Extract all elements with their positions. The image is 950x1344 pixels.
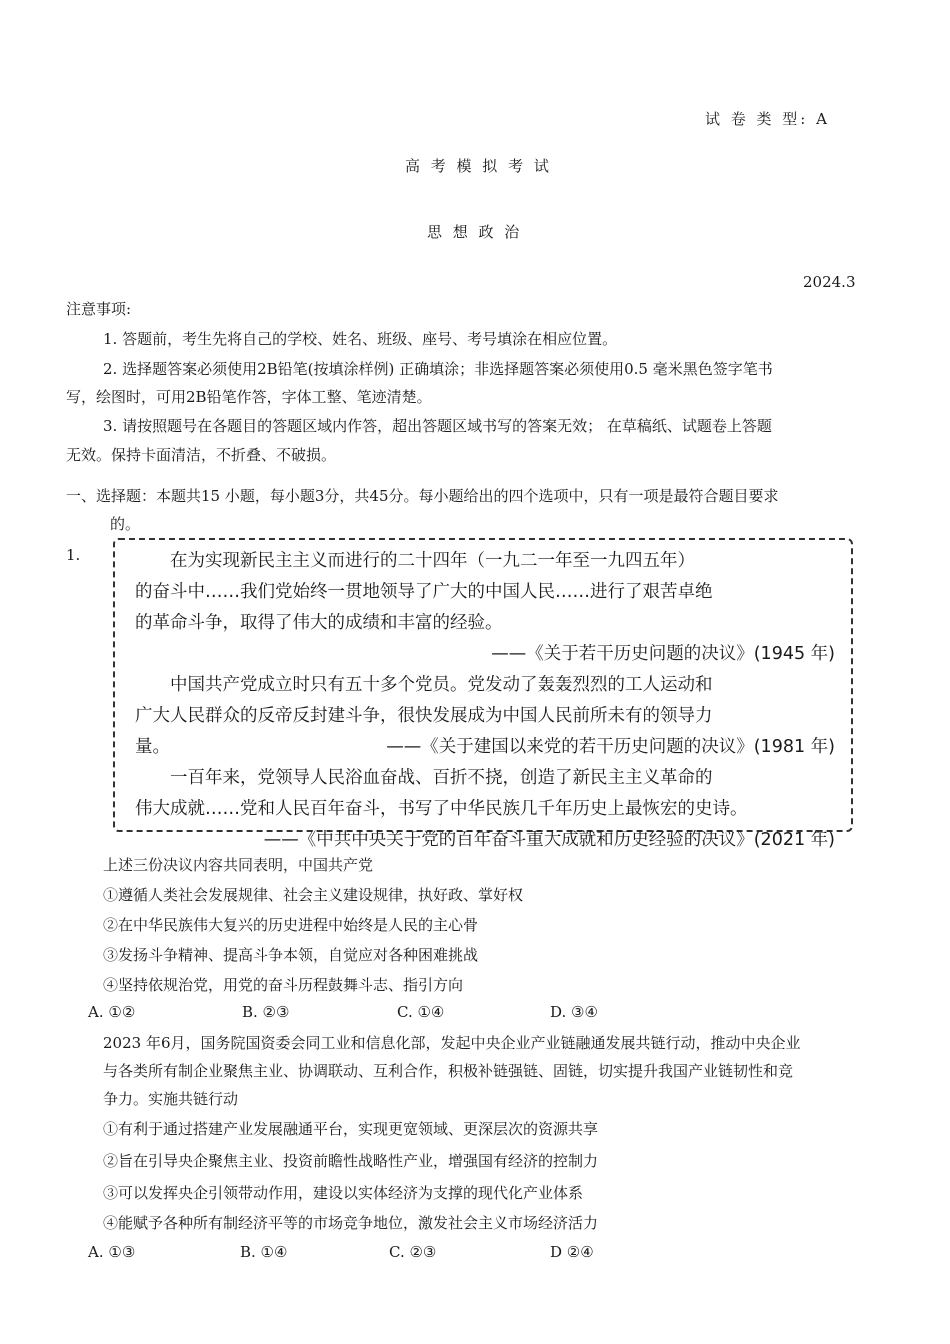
question-1-statement-2: ②在中华民族伟大复兴的历史进程中始终是人民的主心骨 (103, 916, 479, 934)
quote-2-line-3: 量。 (135, 737, 170, 757)
quote-2-line-1: 中国共产党成立时只有五十多个党员。党发动了轰轰烈烈的工人运动和 (170, 675, 713, 695)
quote-1-source: ——《关于若干历史问题的决议》(1945 年) (491, 644, 835, 664)
quote-3-line-2: 伟大成就……党和人民百年奋斗，书写了中华民族几千年历史上最恢宏的史诗。 (135, 799, 748, 819)
question-1-option-d[interactable]: D. ③④ (550, 1003, 598, 1021)
question-2-statement-4: ④能赋予各种所有制经济平等的市场竞争地位，激发社会主义市场经济活力 (103, 1214, 599, 1232)
notes-title: 注意事项: (66, 300, 132, 318)
question-1-option-b[interactable]: B. ②③ (242, 1003, 290, 1021)
quote-2-source: ——《关于建国以来党的若干历史问题的决议》(1981 年) (386, 737, 835, 757)
section-1-instructions-cont: 的。 (110, 515, 141, 533)
quote-1-line-3: 的革命斗争，取得了伟大的成绩和丰富的经验。 (135, 613, 503, 633)
quote-2-line-2: 广大人民群众的反帝反封建斗争，很快发展成为中国人民前所未有的领导力 (135, 706, 713, 726)
question-1-number: 1. (66, 546, 81, 564)
exam-date: 2024.3 (803, 273, 856, 291)
question-1-statement-4: ④坚持依规治党，用党的奋斗历程鼓舞斗志、指引方向 (103, 976, 464, 994)
section-1-instructions: 一、选择题：本题共15 小题，每小题3分，共45分。每小题给出的四个选项中，只有一项是最符合题目要求 (66, 487, 779, 505)
question-1-option-a[interactable]: A. ①② (88, 1003, 136, 1021)
question-1-statement-1: ①遵循人类社会发展规律、社会主义建设规律，执好政、掌好权 (103, 886, 524, 904)
quote-3-line-1: 一百年来，党领导人民浴血奋战、百折不挠，创造了新民主主义革命的 (170, 768, 713, 788)
quote-1-line-2: 的奋斗中……我们党始终一贯地领导了广大的中国人民……进行了艰苦卓绝 (135, 582, 713, 602)
question-2-statement-2: ②旨在引导央企聚焦主业、投资前瞻性战略性产业，增强国有经济的控制力 (103, 1152, 599, 1170)
question-1-stem: 上述三份决议内容共同表明，中国共产党 (103, 856, 374, 874)
question-2-statement-3: ③可以发挥央企引领带动作用，建设以实体经济为支撑的现代化产业体系 (103, 1184, 584, 1202)
note-item-3-line-1: 3. 请按照题号在各题目的答题区域内作答，超出答题区域书写的答案无效； 在草稿纸、试题卷上答题 (103, 417, 772, 435)
note-item-2-line-2: 写，绘图时，可用2B铅笔作答，字体工整、笔迹清楚。 (66, 388, 432, 406)
question-2-option-d[interactable]: D ②④ (550, 1243, 594, 1261)
question-2-stem-line-1: 2023 年6月，国务院国资委会同工业和信息化部，发起中央企业产业链融通发展共链行动，推动中央企业 (103, 1034, 801, 1052)
exam-title: 高 考 模 拟 考 试 (405, 157, 552, 175)
subject-title: 思 想 政 治 (427, 223, 523, 241)
question-2-option-c[interactable]: C. ②③ (389, 1243, 437, 1261)
question-2-option-a[interactable]: A. ①③ (88, 1243, 136, 1261)
quote-1-line-1: 在为实现新民主主义而进行的二十四年（一九二一年至一九四五年） (170, 551, 695, 571)
paper-type: 试 卷 类 型: A (705, 110, 830, 128)
question-2-statement-1: ①有利于通过搭建产业发展融通平台，实现更宽领域、更深层次的资源共享 (103, 1120, 599, 1138)
quote-3-source: ——《中共中央关于党的百年奋斗重大成就和历史经验的决议》(2021 年) (263, 830, 835, 850)
question-2-stem-line-2: 与各类所有制企业聚焦主业、协调联动、互利合作，积极补链强链、固链，切实提升我国产业链韧性和竞 (103, 1062, 794, 1080)
note-item-2-line-1: 2. 选择题答案必须使用2B铅笔(按填涂样例) 正确填涂；非选择题答案必须使用0.5 毫米黑色签字笔书 (103, 360, 773, 378)
quote-box (135, 546, 835, 856)
question-1-option-c[interactable]: C. ①④ (397, 1003, 445, 1021)
question-2-stem-line-3: 争力。实施共链行动 (103, 1090, 239, 1108)
note-item-3-line-2: 无效。保持卡面清洁，不折叠、不破损。 (66, 446, 337, 464)
question-1-statement-3: ③发扬斗争精神、提高斗争本领，自觉应对各种困难挑战 (103, 946, 479, 964)
note-item-1: 1. 答题前，考生先将自己的学校、姓名、班级、座号、考号填涂在相应位置。 (103, 330, 618, 348)
question-2-option-b[interactable]: B. ①④ (240, 1243, 288, 1261)
